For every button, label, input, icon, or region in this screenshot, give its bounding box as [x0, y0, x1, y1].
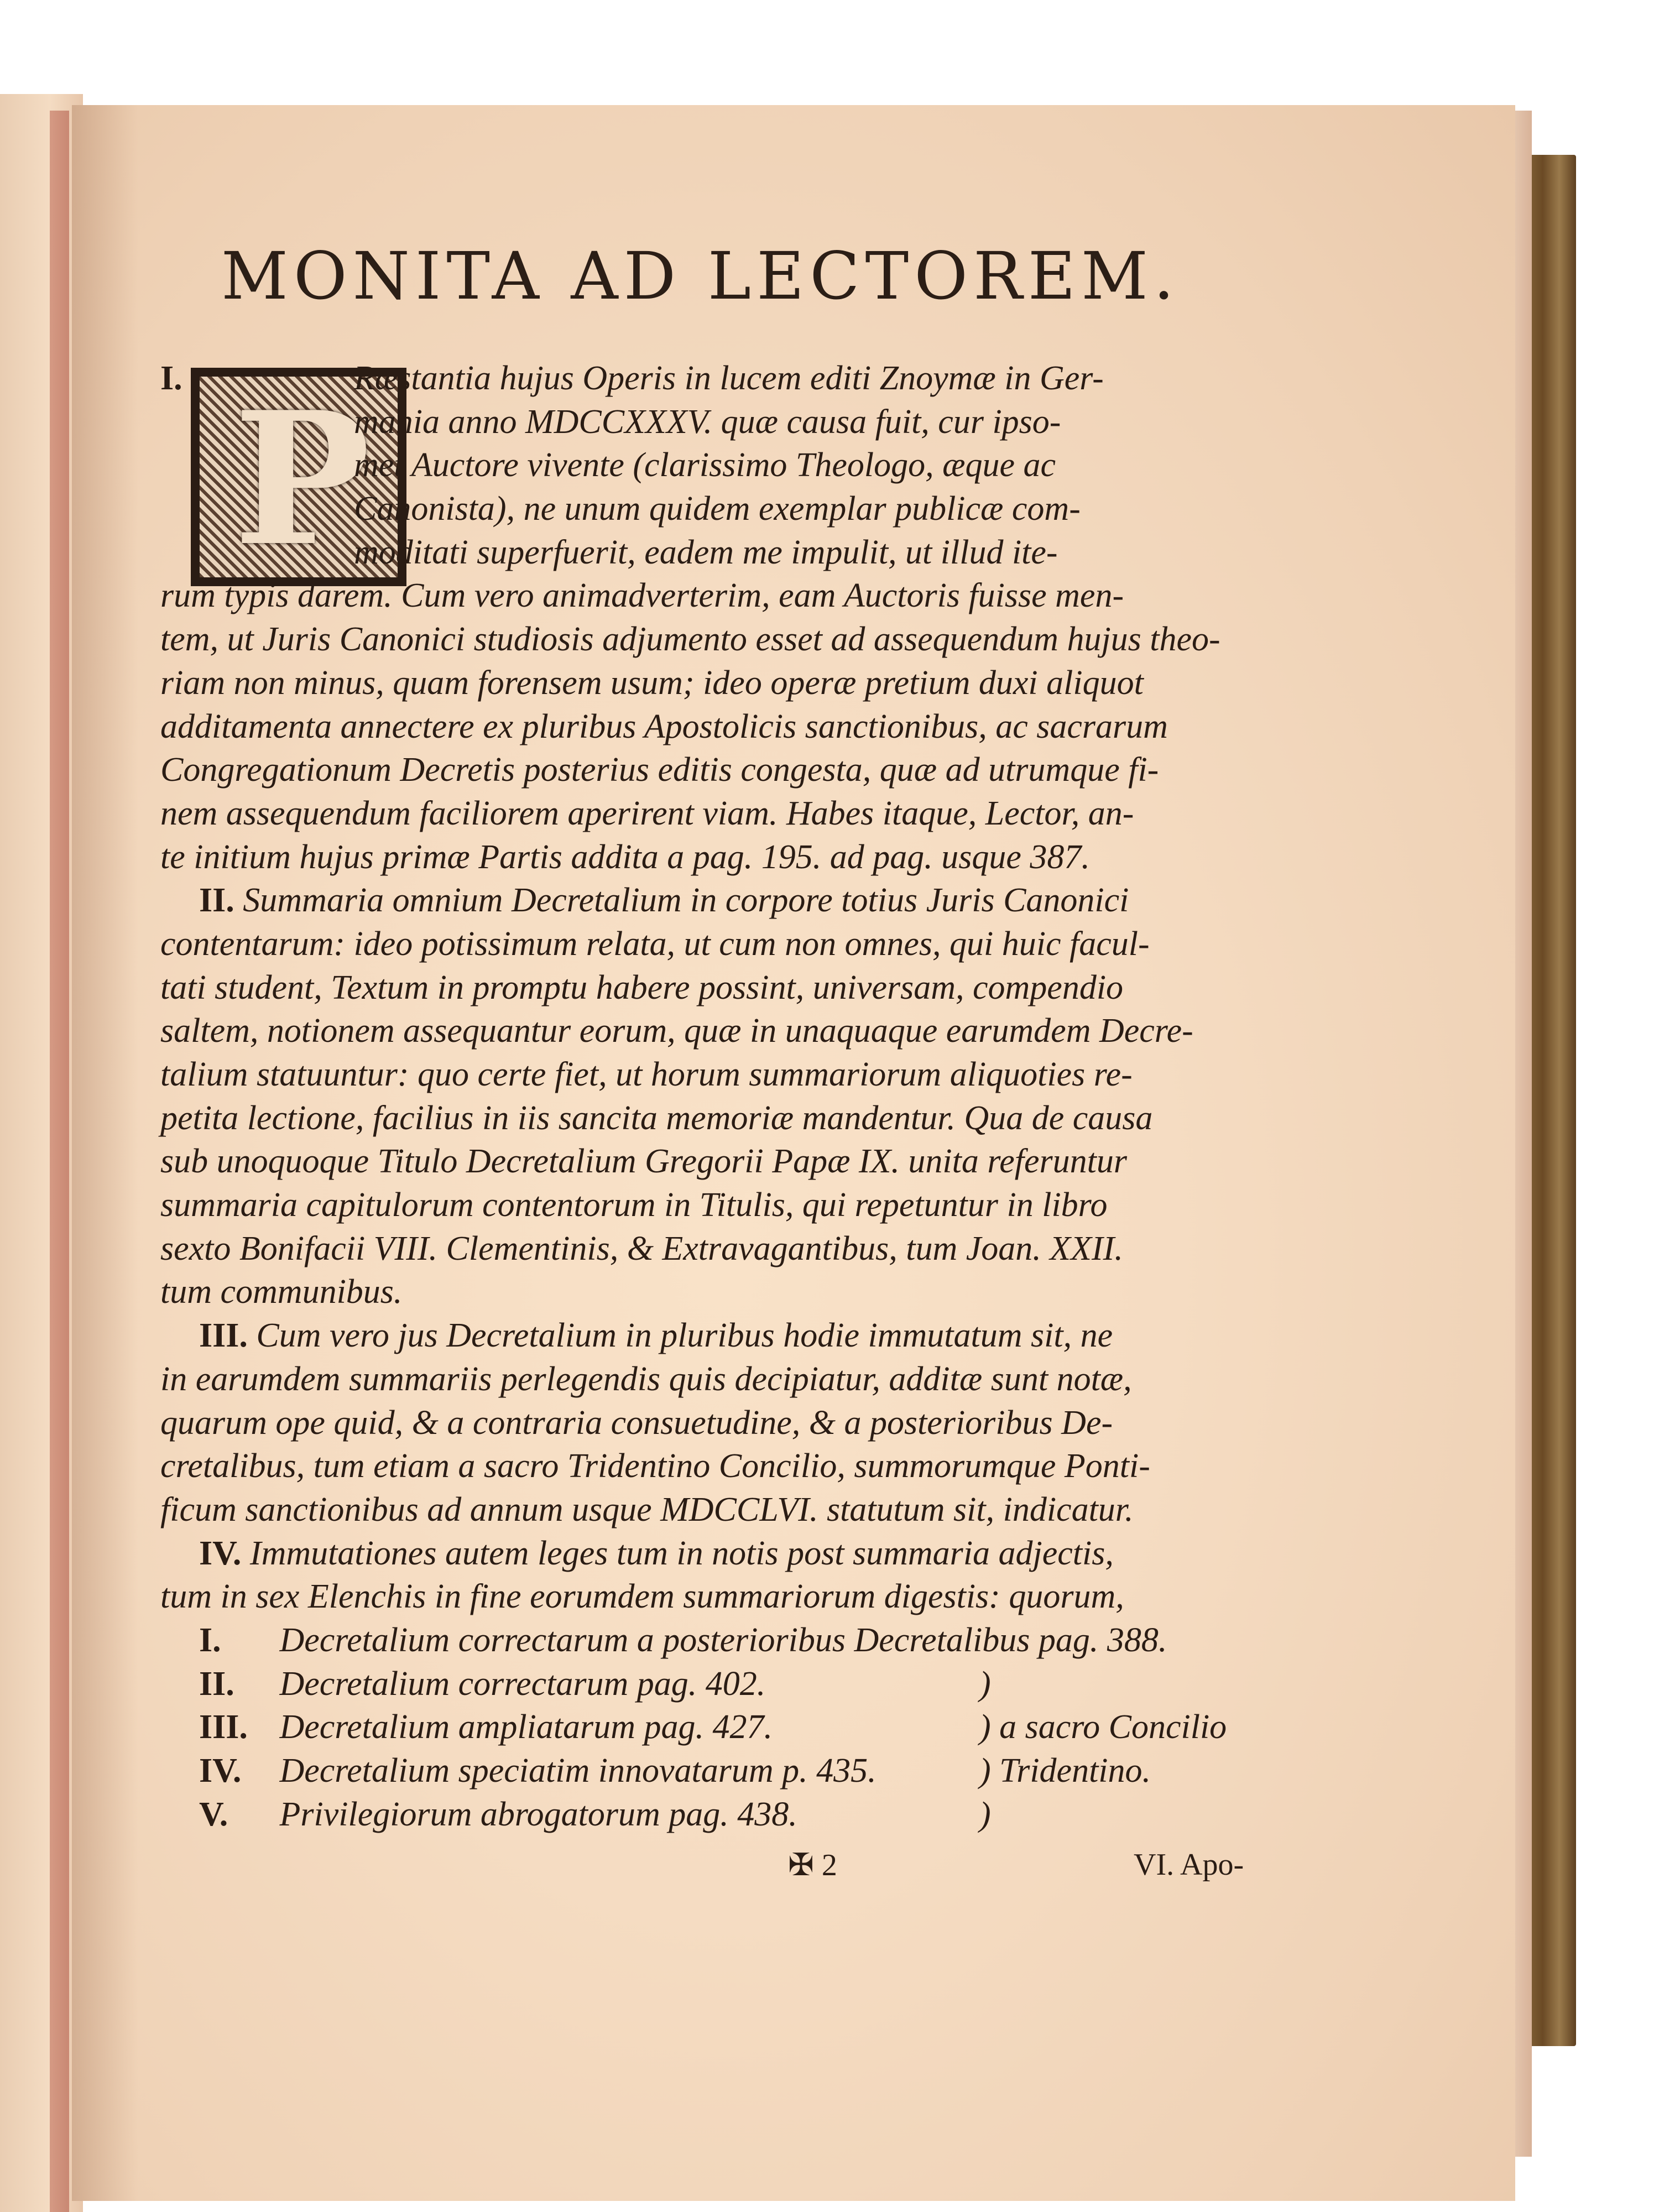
list-text: Privilegiorum abrogatorum pag. 438.: [279, 1795, 797, 1833]
page-gutter-shadow: [72, 105, 138, 2201]
list-side-note: ): [979, 1795, 991, 1833]
text-line: riam non minus, quam forensem usum; ideo operæ pretium duxi aliquot: [160, 664, 1144, 702]
text-line: saltem, notionem assequantur eorum, quæ in unaquaque earumdem Decre-: [160, 1012, 1193, 1050]
list-side-note: ) a sacro Concilio: [979, 1708, 1227, 1746]
text-line: ficum sanctionibus ad annum usque MDCCLVI. statutum sit, indicatur.: [160, 1490, 1134, 1528]
text-line: tati student, Textum in promptu habere possint, universam, compendio: [160, 968, 1124, 1006]
list-number: II.: [199, 1665, 234, 1703]
text-line: tem, ut Juris Canonici studiosis adjumento esset ad assequendum hujus theo-: [160, 620, 1220, 659]
text-line-content: Summaria omnium Decretalium in corpore totius Juris Canonici: [243, 881, 1129, 920]
text-line: tum communibus.: [160, 1273, 403, 1311]
list-text: Decretalium correctarum pag. 402.: [279, 1665, 766, 1703]
text-line: additamenta annectere ex pluribus Apostolicis sanctionibus, ac sacrarum: [160, 707, 1168, 745]
list-item: [160, 1793, 1300, 1837]
text-line: contentarum: ideo potissimum relata, ut cum non omnes, qui huic facul-: [160, 925, 1150, 963]
text-line: tum in sex Elenchis in fine eorumdem summariorum digestis: quorum,: [160, 1578, 1124, 1616]
text-line: Congregationum Decretis posterius editis congesta, quæ ad utrumque fi-: [160, 751, 1159, 789]
text-line: te initium hujus primæ Partis addita a pag. 195. ad pag. usque 387.: [160, 838, 1090, 876]
list-side-note: ): [979, 1665, 991, 1703]
text-line: rum typis darem. Cum vero animadverterim, eam Auctoris fuisse men-: [160, 577, 1124, 615]
text-line: met Auctore vivente (clarissimo Theologo, æque ac: [354, 446, 1056, 484]
text-line: petita lectione, facilius in iis sancita memoriæ mandentur. Qua de causa: [160, 1099, 1153, 1137]
list-number: I.: [199, 1621, 221, 1659]
text-line: in earumdem summariis perlegendis quis decipiatur, additæ sunt notæ,: [160, 1360, 1132, 1398]
text-line-content: Immutationes autem leges tum in notis post summaria adjectis,: [249, 1534, 1114, 1572]
list-number: V.: [199, 1795, 228, 1833]
left-page-edge: [0, 94, 83, 2212]
catchword: VI. Apo-: [1134, 1848, 1244, 1882]
text-line: [160, 1532, 1300, 1575]
text-line: [160, 879, 1300, 922]
text-line-content: Cum vero jus Decretalium in pluribus hodie immutatum sit, ne: [256, 1317, 1113, 1355]
text-line: cretalibus, tum etiam a sacro Tridentino Concilio, summorumque Ponti-: [160, 1447, 1150, 1485]
list-item: [160, 1619, 1300, 1662]
signature-mark: ✠ 2: [788, 1848, 837, 1882]
text-line: [160, 1314, 1300, 1358]
list-side-note: ) Tridentino.: [979, 1752, 1151, 1790]
text-line: Canonista), ne unum quidem exemplar publicæ com-: [354, 490, 1081, 528]
initial-letter: P: [233, 372, 371, 586]
list-text: Decretalium speciatim innovatarum p. 435.: [279, 1752, 877, 1790]
left-page-red-edge: [50, 111, 69, 2212]
page-title: MONITA AD LECTOREM.: [221, 238, 1180, 314]
text-line: mania anno MDCCXXXV. quæ causa fuit, cur ipso-: [354, 403, 1061, 441]
section-number: II.: [199, 881, 234, 920]
list-text: Decretalium correctarum a posterioribus Decretalibus pag. 388.: [279, 1621, 1167, 1659]
text-line: nem assequendum faciliorem aperirent viam. Habes itaque, Lector, an-: [160, 794, 1134, 832]
text-line: sub unoquoque Titulo Decretalium Gregorii Papæ IX. unita referuntur: [160, 1142, 1127, 1181]
text-line: moditati superfuerit, eadem me impulit, ut illud ite-: [354, 533, 1058, 571]
list-item: [160, 1662, 1300, 1706]
list-number: IV.: [199, 1752, 242, 1790]
list-number: III.: [199, 1708, 248, 1746]
section-number: III.: [199, 1317, 248, 1355]
section-number: IV.: [199, 1534, 242, 1572]
list-item: [160, 1705, 1300, 1749]
text-line: sexto Bonifacii VIII. Clementinis, & Extravagantibus, tum Joan. XXII.: [160, 1229, 1123, 1267]
list-item: [160, 1749, 1300, 1793]
section-number: I.: [160, 359, 182, 397]
list-text: Decretalium ampliatarum pag. 427.: [279, 1708, 773, 1746]
body-text: [160, 357, 1300, 1836]
text-line: summaria capitulorum contentorum in Titulis, qui repetuntur in libro: [160, 1186, 1108, 1224]
text-line: Ræstantia hujus Operis in lucem editi Znoymæ in Ger-: [354, 359, 1104, 397]
text-line: quarum ope quid, & a contraria consuetudine, & a posterioribus De-: [160, 1404, 1113, 1442]
text-line: talium statuuntur: quo certe fiet, ut horum summariorum aliquoties re-: [160, 1056, 1133, 1093]
